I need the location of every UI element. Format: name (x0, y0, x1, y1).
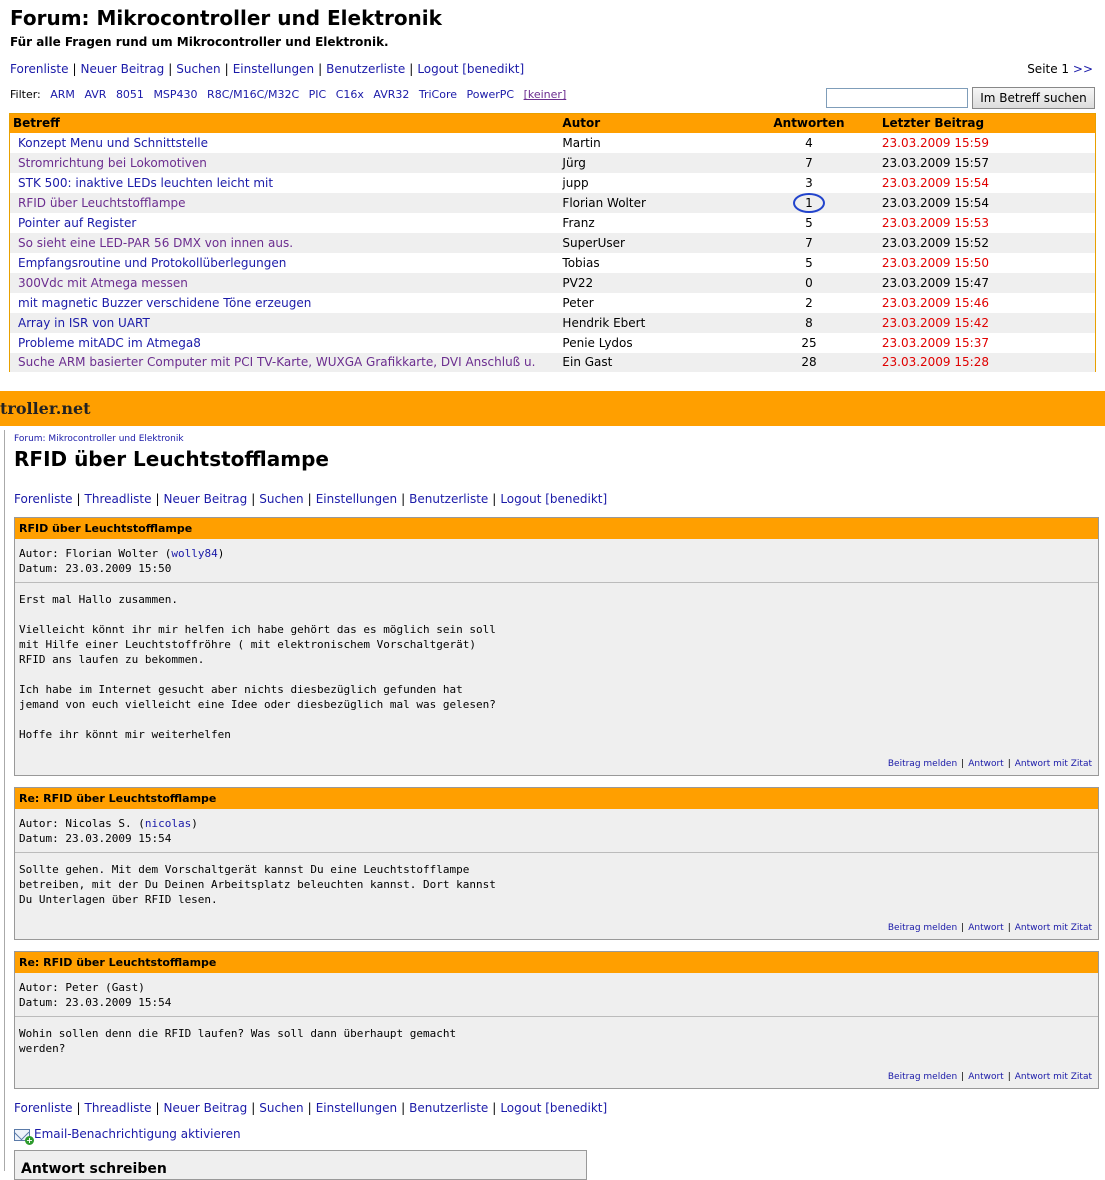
post-body: Erst mal Hallo zusammen. Vielleicht könnt ihr mir helfen ich habe gehört das es möglich sein soll mit Hilfe einer Leuchtstoffröhre ( mit elektronischem Vorschaltgerät) RFID ans laufen zu bekommen. Ich habe im Internet gesucht aber nichts diesbezüglich gefunden hat jemand von euch vielleicht eine Idee oder diesbezüglich mal was gelesen? Hoffe ihr könnt mir weiterhelfen (19, 593, 496, 741)
thread-author: Tobias (562, 255, 600, 270)
filter-none[interactable]: [keiner] (523, 88, 567, 101)
thread-last-post: 23.03.2009 15:53 (881, 215, 989, 230)
thread-replies (739, 273, 879, 293)
nav-suchen[interactable]: Suchen (259, 1101, 304, 1115)
site-banner (0, 391, 1105, 426)
reply-title: Antwort schreiben (21, 1161, 167, 1177)
thread-title: RFID über Leuchtstofflampe (14, 447, 329, 471)
filter-avr32[interactable]: AVR32 (373, 88, 410, 101)
thread-author: Hendrik Ebert (559, 313, 739, 333)
page-border (4, 430, 5, 1171)
table-row (10, 353, 1096, 373)
post-author-link[interactable]: wolly84 (171, 547, 218, 560)
subject-search-button[interactable]: Im Betreff suchen (972, 87, 1095, 109)
breadcrumb-forum-link[interactable]: Forum: Mikrocontroller und Elektronik (14, 434, 184, 444)
forum-subtitle: Für alle Fragen rund um Mikrocontroller und Elektronik. (10, 35, 389, 49)
reply-box (14, 1150, 587, 1180)
page-indicator (1027, 62, 1093, 76)
thread-last-post: 23.03.2009 15:54 (879, 193, 1096, 213)
post-author: Autor: Florian Wolter ( (19, 547, 172, 560)
nav-benutzerliste[interactable]: Benutzerliste (409, 492, 489, 506)
column-header-subject[interactable]: Betreff (10, 114, 560, 133)
column-header-last-post[interactable]: Letzter Beitrag (879, 114, 1096, 133)
thread-subject-link[interactable]: RFID über Leuchtstofflampe (18, 195, 186, 210)
post-subject: Re: RFID über Leuchtstofflampe (15, 952, 1098, 973)
reply-link[interactable]: Antwort (968, 759, 1004, 769)
post-meta (15, 539, 1098, 583)
replies-count: 5 (805, 255, 813, 270)
table-row (10, 213, 1096, 233)
table-row (10, 173, 1096, 193)
table-row (10, 253, 1096, 273)
table-row (10, 193, 1096, 213)
thread-replies (739, 173, 879, 193)
report-post-link[interactable]: Beitrag melden (887, 923, 958, 933)
filter-powerpc[interactable]: PowerPC (466, 88, 515, 101)
site-name: troller.net (0, 399, 91, 418)
thread-table (9, 113, 1096, 372)
reply-quote-link[interactable]: Antwort mit Zitat (1014, 759, 1092, 769)
post-meta (15, 809, 1098, 853)
nav-forenliste[interactable]: Forenliste (10, 62, 69, 76)
thread-replies (739, 153, 879, 173)
thread-subject-link[interactable]: So sieht eine LED-PAR 56 DMX von innen aus. (18, 235, 294, 250)
replies-count: 1 (793, 193, 825, 213)
thread-last-post: 23.03.2009 15:46 (881, 295, 989, 310)
reply-link[interactable]: Antwort (968, 923, 1004, 933)
replies-count: 8 (805, 315, 813, 330)
thread-replies (739, 133, 879, 153)
nav-logout[interactable]: Logout [benedikt] (500, 1101, 608, 1115)
thread-nav-top: Forenliste | Threadliste | Neuer Beitrag | Suchen | Einstellungen | Benutzerliste | Logout [benedikt] (14, 492, 608, 506)
replies-count: 3 (805, 175, 813, 190)
thread-subject-link[interactable]: Array in ISR von UART (18, 315, 150, 330)
filter-8051[interactable]: 8051 (115, 88, 144, 101)
table-row (10, 313, 1096, 333)
thread-subject-link[interactable]: Stromrichtung bei Lokomotiven (18, 155, 207, 170)
post-date: Datum: 23.03.2009 15:54 (19, 996, 172, 1009)
nav-benutzerliste[interactable]: Benutzerliste (326, 62, 406, 76)
nav-threadliste[interactable]: Threadliste (84, 1101, 152, 1115)
forum-title: Forum: Mikrocontroller und Elektronik (10, 6, 442, 30)
post-body: Sollte gehen. Mit dem Vorschaltgerät kannst Du eine Leuchtstofflampe betreiben, mit der Du Deinen Arbeitsplatz beleuchten kannst. Dort kannst Du Unterlagen über RFID lesen. (19, 863, 496, 906)
thread-nav-bottom: Forenliste | Threadliste | Neuer Beitrag | Suchen | Einstellungen | Benutzerliste | Logout [benedikt] (14, 1101, 608, 1115)
post-author-link[interactable]: nicolas (144, 817, 192, 830)
table-row (10, 273, 1096, 293)
table-header-row (10, 114, 1096, 133)
report-post-link[interactable]: Beitrag melden (887, 1072, 958, 1082)
email-notify (14, 1127, 241, 1145)
column-header-author[interactable]: Autor (559, 114, 739, 133)
table-row (10, 133, 1096, 153)
nav-threadliste[interactable]: Threadliste (84, 492, 152, 506)
post-date: Datum: 23.03.2009 15:54 (19, 832, 172, 845)
replies-count: 25 (801, 335, 817, 350)
post-subject: RFID über Leuchtstofflampe (15, 518, 1098, 539)
thread-replies (739, 253, 879, 273)
thread-last-post: 23.03.2009 15:50 (881, 255, 989, 270)
thread-subject-link[interactable]: 300Vdc mit Atmega messen (18, 275, 188, 290)
thread-author: Penie Lydos (562, 335, 633, 350)
thread-subject-link[interactable]: Pointer auf Register (18, 215, 137, 230)
forum-list-page (0, 0, 1105, 372)
table-row (10, 293, 1096, 313)
thread-subject-link[interactable]: Empfangsroutine und Protokollüberlegungen (18, 255, 287, 270)
filter-avr[interactable]: AVR (84, 88, 107, 101)
nav-einstellungen[interactable]: Einstellungen (315, 1101, 398, 1115)
replies-count: 28 (801, 355, 817, 370)
email-notify-link[interactable]: Email-Benachrichtigung aktivieren (34, 1127, 241, 1141)
replies-count: 2 (805, 295, 813, 310)
filter-r8c[interactable]: R8C/M16C/M32C (207, 88, 300, 101)
breadcrumb (14, 434, 184, 444)
replies-count: 4 (805, 135, 813, 150)
thread-replies (739, 333, 879, 353)
thread-replies (739, 193, 879, 213)
thread-author: Martin (562, 135, 601, 150)
table-row (10, 153, 1096, 173)
mail-add-icon: + (14, 1129, 30, 1141)
replies-count: 0 (805, 275, 813, 290)
nav-benutzerliste[interactable]: Benutzerliste (409, 1101, 489, 1115)
table-row (10, 333, 1096, 353)
post-subject: Re: RFID über Leuchtstofflampe (15, 788, 1098, 809)
nav-forenliste[interactable]: Forenliste (14, 1101, 73, 1115)
nav-logout[interactable]: Logout [benedikt] (417, 62, 525, 76)
replies-count: 5 (805, 215, 813, 230)
nav-neuer-beitrag[interactable]: Neuer Beitrag (80, 62, 165, 76)
thread-author: Ein Gast (559, 353, 739, 373)
report-post-link[interactable]: Beitrag melden (887, 759, 958, 769)
next-page-link[interactable]: >> (1072, 62, 1093, 76)
post-author-end: ) (191, 817, 198, 830)
thread-author: PV22 (559, 273, 739, 293)
thread-author: Jürg (559, 153, 739, 173)
thread-subject-link[interactable]: mit magnetic Buzzer verschidene Töne erzeugen (18, 295, 312, 310)
filter-c16x[interactable]: C16x (335, 88, 364, 101)
thread-last-post: 23.03.2009 15:54 (881, 175, 989, 190)
subject-search-input[interactable] (826, 88, 968, 108)
post-body: Wohin sollen denn die RFID laufen? Was soll dann überhaupt gemacht werden? (19, 1027, 457, 1055)
replies-count: 7 (805, 155, 813, 170)
thread-author: Franz (562, 215, 595, 230)
post-actions: Beitrag melden | Antwort | Antwort mit Zitat (887, 1072, 1092, 1082)
table-row (10, 233, 1096, 253)
nav-suchen[interactable]: Suchen (176, 62, 221, 76)
thread-last-post: 23.03.2009 15:52 (879, 233, 1096, 253)
thread-last-post: 23.03.2009 15:59 (881, 135, 989, 150)
nav-einstellungen[interactable]: Einstellungen (315, 492, 398, 506)
reply-quote-link[interactable]: Antwort mit Zitat (1014, 923, 1092, 933)
filter-tricore[interactable]: TriCore (418, 88, 458, 101)
thread-last-post: 23.03.2009 15:57 (879, 153, 1096, 173)
nav-einstellungen[interactable]: Einstellungen (232, 62, 315, 76)
post-date: Datum: 23.03.2009 15:50 (19, 562, 172, 575)
post-actions: Beitrag melden | Antwort | Antwort mit Zitat (887, 923, 1092, 933)
forum-nav: Forenliste | Neuer Beitrag | Suchen | Einstellungen | Benutzerliste | Logout [benedikt] (10, 62, 525, 76)
nav-suchen[interactable]: Suchen (259, 492, 304, 506)
filter-arm[interactable]: ARM (50, 88, 75, 101)
nav-neuer-beitrag[interactable]: Neuer Beitrag (163, 492, 248, 506)
filter-pic[interactable]: PIC (308, 88, 327, 101)
thread-author: SuperUser (559, 233, 739, 253)
filter-label: Filter: (10, 88, 41, 101)
post-author: Autor: Peter (Gast) (19, 981, 145, 994)
thread-last-post: 23.03.2009 15:47 (879, 273, 1096, 293)
thread-subject-link[interactable]: Suche ARM basierter Computer mit PCI TV-Karte, WUXGA Grafikkarte, DVI Anschluß u. (18, 355, 536, 370)
page-label: Seite 1 (1027, 62, 1070, 76)
nav-logout[interactable]: Logout [benedikt] (500, 492, 608, 506)
thread-replies (739, 293, 879, 313)
post (14, 951, 1099, 1089)
thread-author: Peter (562, 295, 594, 310)
reply-link[interactable]: Antwort (968, 1072, 1004, 1082)
nav-neuer-beitrag[interactable]: Neuer Beitrag (163, 1101, 248, 1115)
column-header-replies[interactable]: Antworten (739, 114, 879, 133)
filter-bar (10, 88, 566, 101)
thread-replies (739, 313, 879, 333)
thread-author: jupp (562, 175, 589, 190)
reply-quote-link[interactable]: Antwort mit Zitat (1014, 1072, 1092, 1082)
post (14, 517, 1099, 776)
thread-replies (739, 213, 879, 233)
post-actions: Beitrag melden | Antwort | Antwort mit Zitat (887, 759, 1092, 769)
thread-subject-link[interactable]: Konzept Menu und Schnittstelle (18, 135, 209, 150)
thread-last-post: 23.03.2009 15:37 (881, 335, 989, 350)
thread-author: Florian Wolter (559, 193, 739, 213)
post-author: Autor: Nicolas S. ( (19, 817, 145, 830)
thread-subject-link[interactable]: Probleme mitADC im Atmega8 (18, 335, 201, 350)
replies-count: 7 (805, 235, 813, 250)
post-author-end: ) (217, 547, 225, 560)
post (14, 787, 1099, 940)
thread-last-post: 23.03.2009 15:28 (879, 353, 1096, 373)
thread-replies (739, 353, 879, 373)
thread-subject-link[interactable]: STK 500: inaktive LEDs leuchten leicht mit (18, 175, 274, 190)
thread-replies (739, 233, 879, 253)
nav-forenliste[interactable]: Forenliste (14, 492, 73, 506)
filter-msp430[interactable]: MSP430 (153, 88, 198, 101)
thread-last-post: 23.03.2009 15:42 (879, 313, 1096, 333)
post-meta (15, 973, 1098, 1017)
